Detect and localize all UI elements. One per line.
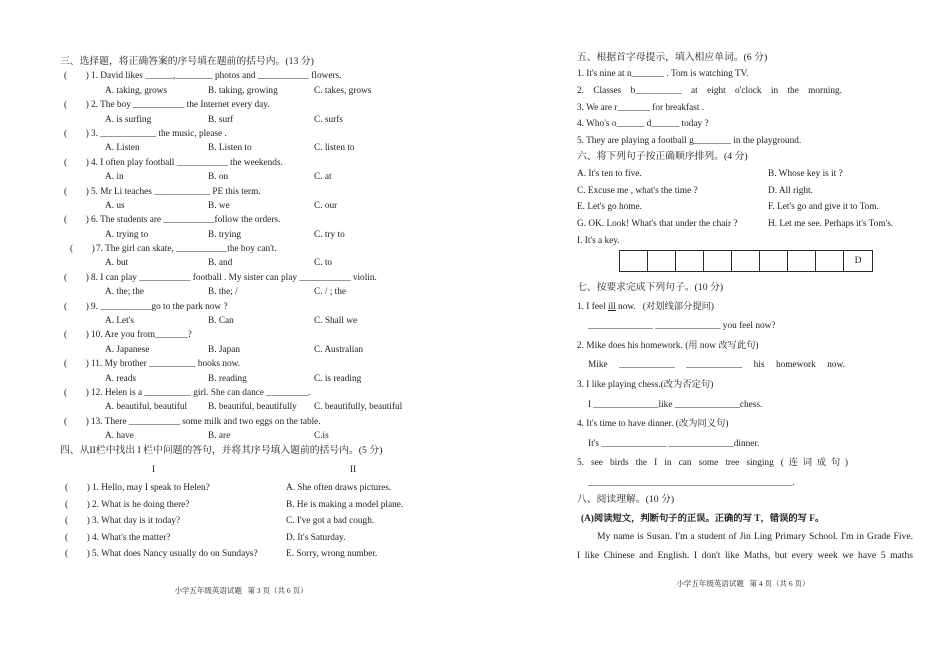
answer-box <box>788 251 816 271</box>
answer-line: I ______________like ______________chess. <box>588 399 763 410</box>
question-4 <box>60 156 430 170</box>
question-10 <box>60 328 430 342</box>
option-b: B. are <box>208 431 231 442</box>
matching-row <box>60 530 440 547</box>
sentence: I. It's a key. <box>577 235 620 246</box>
transform-prompt: 4. It's time to have dinner. (改为同义句) <box>577 419 729 430</box>
answer-bracket: ( ) <box>65 483 90 493</box>
matching-answer: B. He is making a model plane. <box>286 499 404 510</box>
section-7-title: 七、按要求完成下列句子。(10 分) <box>577 282 724 293</box>
answer-box <box>816 251 844 271</box>
answer-bracket: ( ) <box>64 186 89 197</box>
section-4-title: 四、从II栏中找出 I 栏中问题的答句，并将其序号填入题前的括号内。(5 分) <box>60 445 383 456</box>
transform-prompt <box>575 298 920 318</box>
question-13 <box>60 415 430 429</box>
option-b: B. beautiful, beautifully <box>208 402 297 413</box>
question-9 <box>60 300 430 314</box>
section-4-matching <box>60 480 440 563</box>
option-b: B. Listen to <box>208 143 252 154</box>
question-stem: 9. ___________go to the park now ? <box>91 301 228 312</box>
option-a: A. Listen <box>105 143 140 154</box>
question-3-options <box>60 141 430 155</box>
option-c: C. listen to <box>314 143 355 154</box>
question-6-options <box>60 228 430 242</box>
sentence: C. Excuse me , what's the time ? <box>577 185 698 196</box>
sentence-pair <box>575 199 920 216</box>
section-7-sentence-transform <box>575 278 920 494</box>
question-7 <box>60 242 430 256</box>
answer-bracket: ( ) <box>64 215 89 226</box>
matching-answer: A. She often draws pictures. <box>286 483 392 493</box>
section-5-title-text: 五、根据首字母提示，填入相应单词。(6 分) <box>577 51 768 63</box>
matching-answer: E. Sorry, wrong number. <box>286 549 378 559</box>
fill-in-item: 4. Who's o______ d______ today ? <box>577 119 709 130</box>
sentence: D. All right. <box>768 185 813 196</box>
answer-bracket: ( ) <box>64 387 89 398</box>
answer-bracket: ( ) <box>65 532 90 543</box>
option-a: A. is surfing <box>105 114 152 125</box>
option-a: A. beautiful, beautiful <box>105 402 188 413</box>
option-a: A. Japanese <box>105 344 150 355</box>
question-1-options <box>60 84 430 98</box>
question-12 <box>60 386 430 400</box>
page-footer-right: 小学五年级英语试题 第 4 页（共 6 页） <box>676 579 810 588</box>
question-stem: 2. The boy ___________ the Internet every day. <box>91 100 270 111</box>
answer-box <box>676 251 704 271</box>
part-a-instructions: (A)阅读短文，判断句子的正误。正确的写 T，错误的写 F。 <box>581 513 825 524</box>
question-stem: 6. The students are ___________follow the orders. <box>91 215 281 226</box>
option-c: C. Australian <box>314 344 364 355</box>
question-4-options <box>60 170 430 184</box>
option-c: C. beautifully, beautiful <box>314 402 403 413</box>
fill-in-item: 2. Classes b__________ at eight o'clock in the morning. <box>577 85 842 96</box>
option-c: C. try to <box>314 229 345 240</box>
matching-row <box>60 546 440 563</box>
answer-line: ______________ ______________ you feel now? <box>588 321 776 332</box>
section-8-reading <box>575 491 920 565</box>
column-ii-header: II <box>350 465 357 475</box>
matching-row <box>60 513 440 530</box>
matching-row <box>60 497 440 514</box>
question-13-options <box>60 429 430 443</box>
sentence: A. It's ten to five. <box>577 169 642 180</box>
matching-question: 3. What day is it today? <box>92 516 181 526</box>
question-stem: 11. My brother __________ books now. <box>91 359 241 370</box>
answer-box <box>620 251 648 271</box>
matching-question: 1. Hello, may I speak to Helen? <box>92 483 210 493</box>
sentence: F. Let's go and give it to Tom. <box>768 202 879 213</box>
answer-bracket: ( ) <box>70 244 95 255</box>
option-c: C. surfs <box>314 114 343 125</box>
sentence-pair <box>575 183 920 200</box>
section-8-title-text: 八、阅读理解。(10 分) <box>577 494 675 505</box>
sentence: B. Whose key is it ? <box>768 169 843 180</box>
section-5-title <box>575 50 920 67</box>
option-a: A. us <box>105 200 125 211</box>
question-8-options <box>60 285 430 299</box>
option-c: C. is reading <box>314 373 362 384</box>
prompt-text: now. (对划线部分提问) <box>615 301 715 312</box>
question-2 <box>60 98 430 112</box>
option-c: C. at <box>314 172 332 183</box>
matching-answer: D. It's Saturday. <box>286 532 346 543</box>
section-6-title-text: 六、将下列句子按正确顺序排列。(4 分) <box>577 151 748 163</box>
answer-bracket: ( ) <box>64 272 89 283</box>
answer-bracket: ( ) <box>64 157 89 168</box>
question-stem: 10. Are you from_______? <box>91 330 192 341</box>
answer-bracket: ( ) <box>64 71 89 82</box>
option-b: B. trying <box>208 229 242 240</box>
order-answer-boxes <box>619 250 873 272</box>
question-11 <box>60 357 430 371</box>
question-10-options <box>60 343 430 357</box>
option-b: B. reading <box>208 373 247 384</box>
answer-box <box>704 251 732 271</box>
answer-line: Mike ____________ ____________ his homework now. <box>588 360 845 371</box>
fill-in-item: 1. It's nine at n_______ . Tom is watching TV. <box>577 69 749 80</box>
underlined-word: ill <box>607 301 616 312</box>
option-a: A. Let's <box>105 316 135 327</box>
transform-prompt: 5. see birds the I in can some tree singing (连词成句) <box>577 458 848 469</box>
question-7-options <box>60 256 430 270</box>
option-b: B. on <box>208 172 229 183</box>
answer-bracket: ( ) <box>65 516 90 526</box>
answer-box <box>760 251 788 271</box>
answer-bracket: ( ) <box>64 330 89 341</box>
matching-row <box>60 480 440 497</box>
option-c: C. takes, grows <box>314 85 372 96</box>
answer-bracket: ( ) <box>65 549 90 559</box>
option-c: C. our <box>314 200 338 211</box>
question-stem: 4. I often play football ___________ the weekends. <box>91 157 283 168</box>
question-stem: 13. There ___________ some milk and two eggs on the table. <box>91 416 321 427</box>
option-c: C. / ; the <box>314 287 347 298</box>
option-a: A. in <box>105 172 124 183</box>
answer-bracket: ( ) <box>64 359 89 370</box>
column-i-header: I <box>152 465 156 475</box>
sentence: H. Let me see. Perhaps it's Tom's. <box>768 218 894 229</box>
section-3-title: 三、选择题，将正确答案的序号填在题前的括号内。(13 分) <box>60 56 314 67</box>
option-b: B. surf <box>208 114 234 125</box>
sentence-pair <box>575 166 920 183</box>
question-stem: 8. I can play ___________ football . My sister can play ___________ violin. <box>91 272 377 283</box>
question-5-options <box>60 199 430 213</box>
option-c: C. Shall we <box>314 316 358 327</box>
answer-bracket: ( ) <box>64 128 89 139</box>
option-a: A. reads <box>105 373 136 384</box>
passage-line: I like Chinese and English. I don't like Maths, but every week we have 5 maths <box>577 549 913 561</box>
question-8 <box>60 271 430 285</box>
matching-answer: C. I've got a bad cough. <box>286 516 375 526</box>
option-b: B. taking, growing <box>208 85 278 96</box>
option-a: A. trying to <box>105 229 149 240</box>
question-stem: 3. ____________ the music, please . <box>91 128 227 139</box>
matching-question: 2. What is he doing there? <box>92 499 190 510</box>
question-stem: 5. Mr Li teaches ____________ PE this term. <box>91 186 261 197</box>
option-c: C. to <box>314 258 333 269</box>
fill-in-item: 5. They are playing a football g________ in the playground. <box>577 135 802 146</box>
option-b: B. and <box>208 258 233 269</box>
question-stem: 7. The girl can skate, ___________the boy can't. <box>96 244 277 255</box>
question-stem: 1. David likes ______,________ photos and ___________ flowers. <box>91 71 342 82</box>
answer-box <box>648 251 676 271</box>
answer-line: ____________________________________________. <box>588 477 795 488</box>
question-5 <box>60 185 430 199</box>
option-a: A. the; the <box>105 287 144 298</box>
question-stem: 12. Helen is a __________ girl. She can dance _________. <box>91 387 311 398</box>
option-c: C.is <box>314 431 329 442</box>
question-1 <box>60 69 430 83</box>
option-b: B. Japan <box>208 344 241 355</box>
sentence: G. OK. Look! What's that under the chair ? <box>577 218 738 229</box>
answer-bracket: ( ) <box>65 499 90 510</box>
section-8-title <box>575 491 920 510</box>
option-a: A. but <box>105 258 129 269</box>
sentence-pair <box>575 216 920 233</box>
page-footer-left: 小学五年级英语试题 第 3 页（共 6 页） <box>174 586 308 595</box>
answer-bracket: ( ) <box>64 416 89 427</box>
answer-bracket: ( ) <box>64 100 89 111</box>
fill-in-item: 3. We are r_______ for breakfast . <box>577 102 705 113</box>
question-12-options <box>60 400 430 414</box>
prompt-text: 1. I feel <box>577 301 608 312</box>
section-3-multiple-choice <box>60 55 430 444</box>
transform-prompt: 2. Mike does his homework. (用 now 改写此句) <box>577 340 759 351</box>
section-6-title <box>575 149 920 166</box>
option-b: B. the; / <box>208 287 238 298</box>
section-4-column-headers <box>0 463 475 477</box>
matching-question: 4. What's the matter? <box>92 532 171 543</box>
question-11-options <box>60 372 430 386</box>
answer-bracket: ( ) <box>64 301 89 312</box>
option-a: A. have <box>105 431 134 442</box>
matching-question: 5. What does Nancy usually do on Sundays? <box>92 549 258 559</box>
sentence: E. Let's go home. <box>577 202 642 213</box>
option-a: A. taking, grows <box>105 85 167 96</box>
passage-line: My name is Susan. I'm a student of Jin Ling Primary School. I'm in Grade Five. <box>597 531 913 542</box>
option-b: B. Can <box>208 316 234 327</box>
option-b: B. we <box>208 200 230 211</box>
answer-box: D <box>854 256 862 266</box>
transform-prompt: 3. I like playing chess.(改为否定句) <box>577 379 714 390</box>
question-2-options <box>60 113 430 127</box>
question-3 <box>60 127 430 141</box>
answer-box <box>732 251 760 271</box>
question-9-options <box>60 314 430 328</box>
answer-line: It's ______________ ______________dinner. <box>588 438 760 449</box>
sentence-pair <box>575 233 920 250</box>
question-6 <box>60 213 430 227</box>
sections-5-6 <box>575 50 920 250</box>
